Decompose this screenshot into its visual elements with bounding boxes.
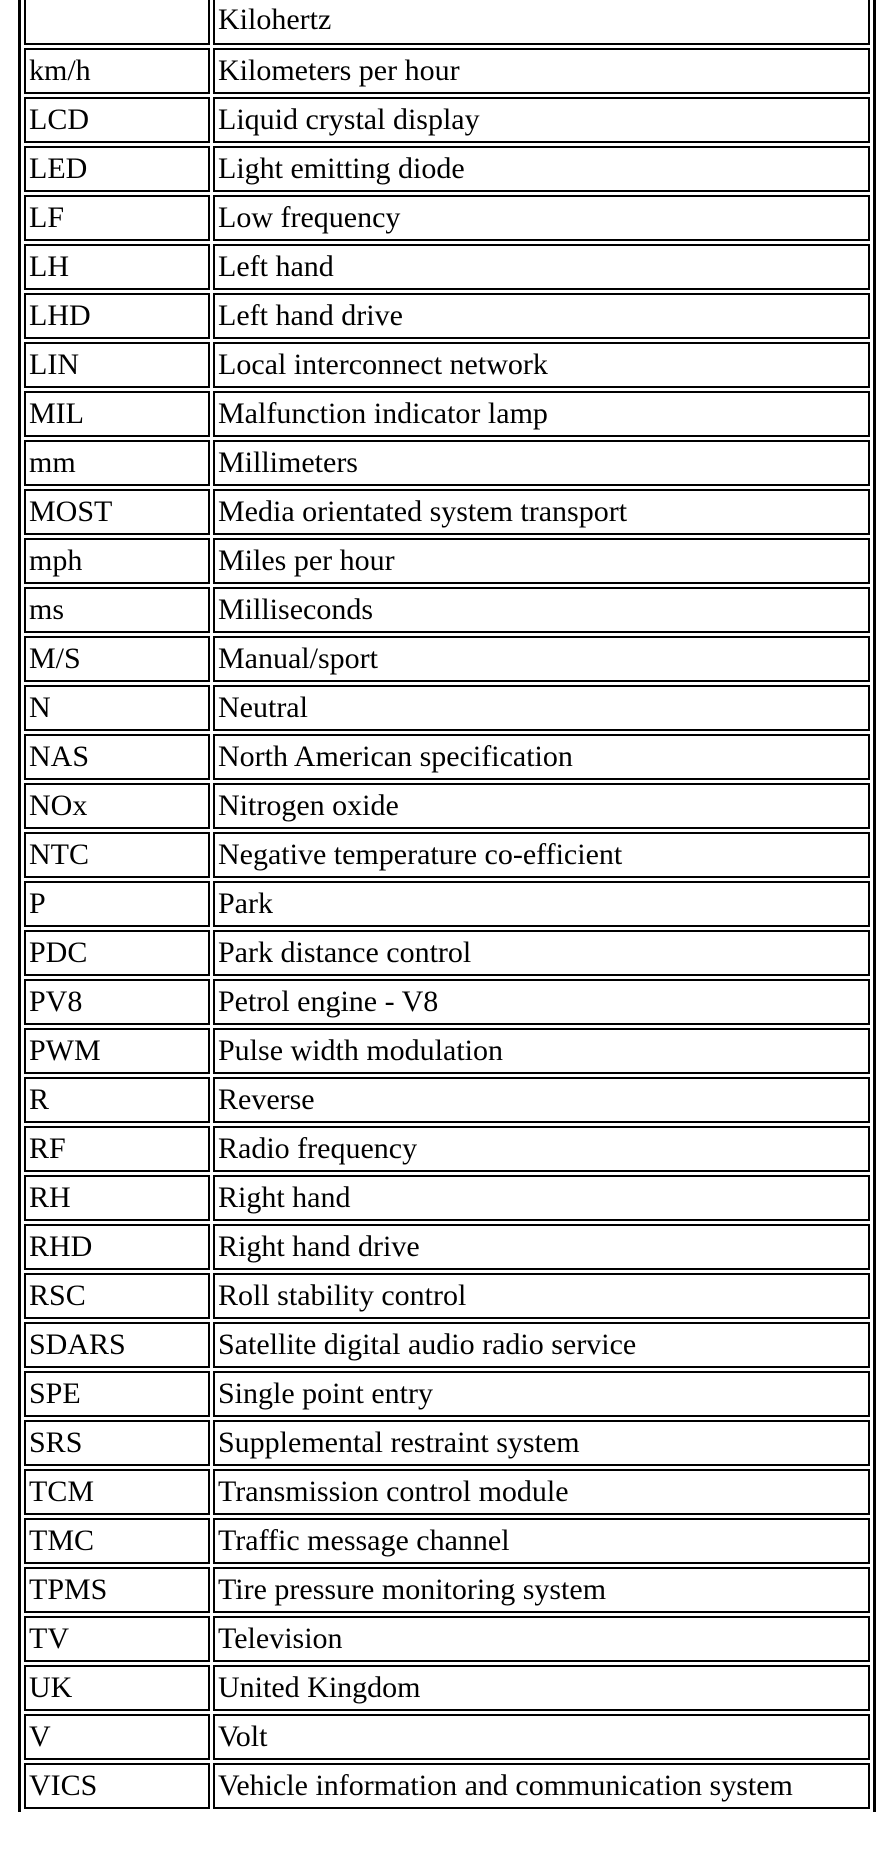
table-row xyxy=(24,146,870,192)
table-row xyxy=(24,832,870,878)
table-row xyxy=(24,391,870,437)
table-row xyxy=(24,195,870,241)
meaning-cell: Supplemental restraint system xyxy=(213,1420,870,1466)
abbreviation-cell: PWM xyxy=(24,1028,210,1074)
abbreviation-cell: TMC xyxy=(24,1518,210,1564)
abbreviation-cell: NTC xyxy=(24,832,210,878)
table-row xyxy=(24,1077,870,1123)
abbreviation-cell: ms xyxy=(24,587,210,633)
meaning-cell: Petrol engine - V8 xyxy=(213,979,870,1025)
meaning-cell: Transmission control module xyxy=(213,1469,870,1515)
table-row xyxy=(24,48,870,94)
meaning-cell: Television xyxy=(213,1616,870,1662)
abbreviation-cell: MIL xyxy=(24,391,210,437)
table-row xyxy=(24,97,870,143)
abbreviation-cell: PV8 xyxy=(24,979,210,1025)
meaning-cell: Millimeters xyxy=(213,440,870,486)
meaning-cell: Roll stability control xyxy=(213,1273,870,1319)
meaning-cell: Tire pressure monitoring system xyxy=(213,1567,870,1613)
abbreviation-cell: V xyxy=(24,1714,210,1760)
abbreviation-cell xyxy=(24,0,210,45)
table-row xyxy=(24,783,870,829)
abbreviation-cell: TCM xyxy=(24,1469,210,1515)
meaning-cell: Left hand xyxy=(213,244,870,290)
abbreviation-cell: LIN xyxy=(24,342,210,388)
meaning-cell: Traffic message channel xyxy=(213,1518,870,1564)
meaning-cell: Kilohertz xyxy=(213,0,870,45)
table-row xyxy=(24,1420,870,1466)
table-row xyxy=(24,1371,870,1417)
table-row xyxy=(24,881,870,927)
abbreviation-cell: SPE xyxy=(24,1371,210,1417)
table-row xyxy=(24,538,870,584)
meaning-cell: Park xyxy=(213,881,870,927)
meaning-cell: Vehicle information and communication system xyxy=(213,1763,870,1809)
meaning-cell: Low frequency xyxy=(213,195,870,241)
table-row xyxy=(24,587,870,633)
abbreviation-cell: NOx xyxy=(24,783,210,829)
meaning-cell: Reverse xyxy=(213,1077,870,1123)
abbreviation-cell: UK xyxy=(24,1665,210,1711)
meaning-cell: Negative temperature co-efficient xyxy=(213,832,870,878)
abbreviation-cell: R xyxy=(24,1077,210,1123)
table-row xyxy=(24,1224,870,1270)
table-row xyxy=(24,1665,870,1711)
table-row xyxy=(24,0,870,45)
table-row xyxy=(24,244,870,290)
table-row xyxy=(24,979,870,1025)
abbreviation-cell: M/S xyxy=(24,636,210,682)
abbreviation-cell: LHD xyxy=(24,293,210,339)
meaning-cell: Satellite digital audio radio service xyxy=(213,1322,870,1368)
meaning-cell: United Kingdom xyxy=(213,1665,870,1711)
abbreviation-cell: TV xyxy=(24,1616,210,1662)
meaning-cell: Milliseconds xyxy=(213,587,870,633)
abbreviation-cell: P xyxy=(24,881,210,927)
table-row xyxy=(24,489,870,535)
meaning-cell: Light emitting diode xyxy=(213,146,870,192)
meaning-cell: Right hand xyxy=(213,1175,870,1221)
meaning-cell: Park distance control xyxy=(213,930,870,976)
abbreviation-cell: LH xyxy=(24,244,210,290)
abbreviations-table xyxy=(18,0,876,1812)
table-row xyxy=(24,440,870,486)
meaning-cell: North American specification xyxy=(213,734,870,780)
table-row xyxy=(24,1273,870,1319)
meaning-cell: Manual/sport xyxy=(213,636,870,682)
abbreviation-cell: PDC xyxy=(24,930,210,976)
abbreviation-cell: LCD xyxy=(24,97,210,143)
table-row xyxy=(24,1469,870,1515)
table-row xyxy=(24,1518,870,1564)
table-row xyxy=(24,293,870,339)
meaning-cell: Local interconnect network xyxy=(213,342,870,388)
abbreviation-cell: NAS xyxy=(24,734,210,780)
table-row xyxy=(24,1616,870,1662)
abbreviation-cell: SDARS xyxy=(24,1322,210,1368)
abbreviation-cell: RSC xyxy=(24,1273,210,1319)
meaning-cell: Liquid crystal display xyxy=(213,97,870,143)
abbreviation-cell: VICS xyxy=(24,1763,210,1809)
table-row xyxy=(24,734,870,780)
abbreviation-cell: mph xyxy=(24,538,210,584)
meaning-cell: Radio frequency xyxy=(213,1126,870,1172)
meaning-cell: Single point entry xyxy=(213,1371,870,1417)
abbreviation-cell: mm xyxy=(24,440,210,486)
abbreviation-cell: N xyxy=(24,685,210,731)
meaning-cell: Right hand drive xyxy=(213,1224,870,1270)
table-row xyxy=(24,1322,870,1368)
abbreviation-cell: MOST xyxy=(24,489,210,535)
abbreviation-cell: km/h xyxy=(24,48,210,94)
meaning-cell: Pulse width modulation xyxy=(213,1028,870,1074)
table-row xyxy=(24,636,870,682)
abbreviation-cell: LF xyxy=(24,195,210,241)
table-row xyxy=(24,1567,870,1613)
meaning-cell: Miles per hour xyxy=(213,538,870,584)
table-row xyxy=(24,1763,870,1809)
table-row xyxy=(24,685,870,731)
table-row xyxy=(24,1028,870,1074)
table-row xyxy=(24,1714,870,1760)
abbreviation-cell: TPMS xyxy=(24,1567,210,1613)
abbreviation-cell: RHD xyxy=(24,1224,210,1270)
abbreviation-cell: RH xyxy=(24,1175,210,1221)
meaning-cell: Malfunction indicator lamp xyxy=(213,391,870,437)
meaning-cell: Left hand drive xyxy=(213,293,870,339)
table-row xyxy=(24,1126,870,1172)
abbreviations-table-body xyxy=(24,0,870,1809)
table-row xyxy=(24,1175,870,1221)
table-row xyxy=(24,930,870,976)
meaning-cell: Kilometers per hour xyxy=(213,48,870,94)
meaning-cell: Media orientated system transport xyxy=(213,489,870,535)
abbreviation-cell: SRS xyxy=(24,1420,210,1466)
abbreviation-cell: RF xyxy=(24,1126,210,1172)
meaning-cell: Neutral xyxy=(213,685,870,731)
table-row xyxy=(24,342,870,388)
meaning-cell: Volt xyxy=(213,1714,870,1760)
meaning-cell: Nitrogen oxide xyxy=(213,783,870,829)
abbreviation-cell: LED xyxy=(24,146,210,192)
